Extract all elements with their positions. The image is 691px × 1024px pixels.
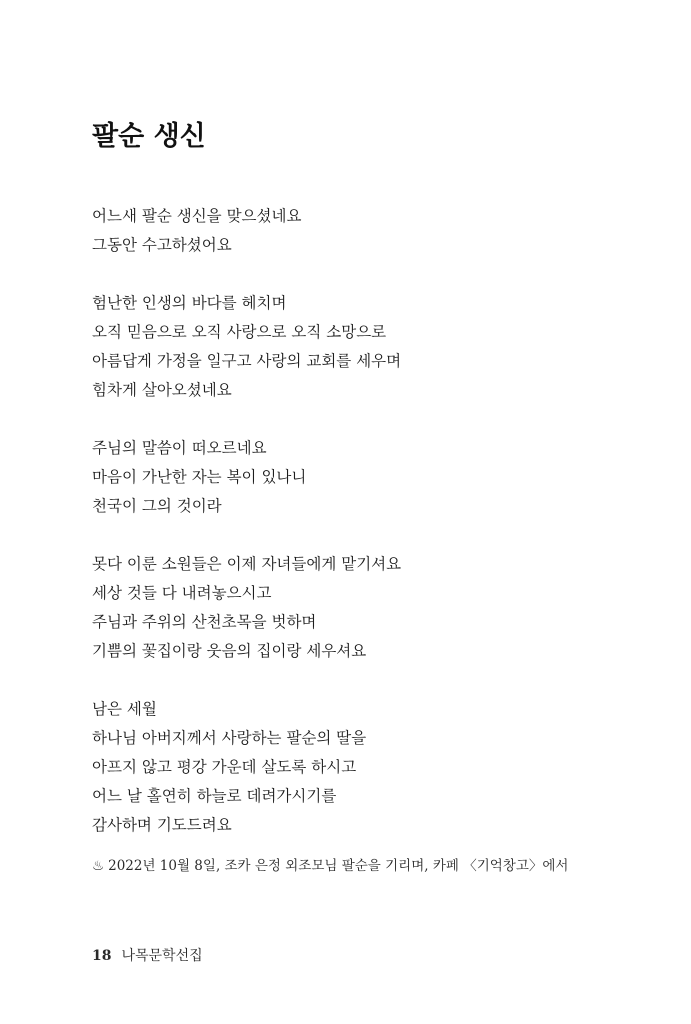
poem-line: 주님과 주위의 산천초목을 벗하며	[92, 613, 317, 631]
stanza	[92, 202, 652, 260]
stanza	[92, 550, 652, 666]
poem-line: 어느 날 홀연히 하늘로 데려가시기를	[92, 787, 337, 805]
poem-line: 어느새 팔순 생신을 맞으셨네요	[92, 207, 302, 225]
poem-line: 천국이 그의 것이라	[92, 497, 222, 515]
hot-springs-icon: ♨	[92, 858, 105, 874]
stanza	[92, 434, 652, 521]
page-footer	[92, 945, 203, 965]
poem-line: 남은 세월	[92, 700, 157, 718]
poem-line: 마음이 가난한 자는 복이 있나니	[92, 468, 307, 486]
poem-body	[92, 202, 652, 869]
poem-line: 힘차게 살아오셨네요	[92, 381, 232, 399]
page-number: 18	[92, 948, 112, 964]
poem-line: 험난한 인생의 바다를 헤치며	[92, 294, 287, 312]
poem-line: 아름답게 가정을 일구고 사랑의 교회를 세우며	[92, 352, 402, 370]
poem-line: 그동안 수고하셨어요	[92, 236, 232, 254]
poem-line: 못다 이룬 소원들은 이제 자녀들에게 맡기셔요	[92, 555, 402, 573]
poem-line: 아프지 않고 평강 가운데 살도록 하시고	[92, 758, 357, 776]
dedication-note	[92, 854, 568, 874]
poem-line: 하나님 아버지께서 사랑하는 팔순의 딸을	[92, 729, 367, 747]
page-title: 팔순 생신	[92, 121, 206, 152]
poem-line: 세상 것들 다 내려놓으시고	[92, 584, 272, 602]
poem-line: 오직 믿음으로 오직 사랑으로 오직 소망으로	[92, 323, 387, 341]
stanza	[92, 695, 652, 840]
poem-line: 감사하며 기도드려요	[92, 816, 232, 834]
stanza	[92, 289, 652, 405]
dedication-text: 2022년 10월 8일, 조카 은정 외조모님 팔순을 기리며, 카페 〈기억창고〉에서	[108, 858, 569, 874]
book-title: 나목문학선집	[121, 948, 203, 964]
poem-line: 기쁨의 꽃집이랑 웃음의 집이랑 세우셔요	[92, 642, 367, 660]
poem-line: 주님의 말씀이 떠오르네요	[92, 439, 267, 457]
